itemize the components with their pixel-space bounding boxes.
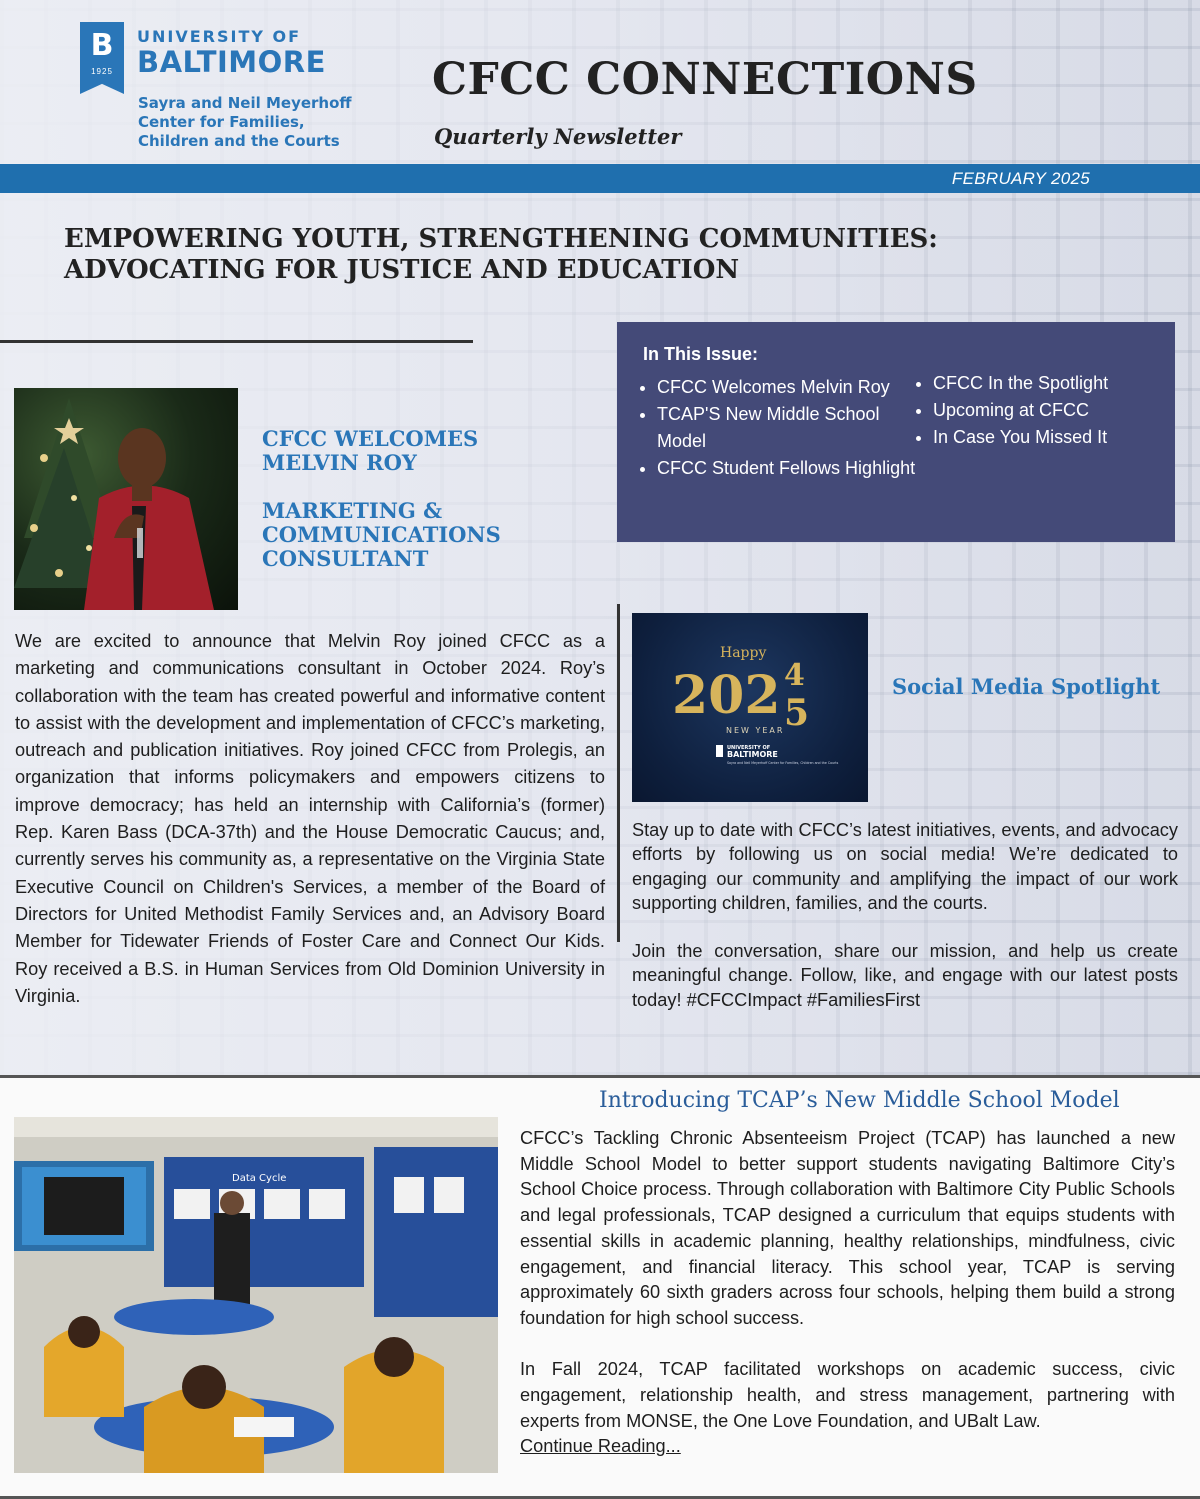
in-this-issue-list-right [913, 370, 1183, 451]
melvin-roy-photo [14, 388, 238, 610]
logo-center-line2: Center for Families, [138, 113, 305, 131]
tcap-title: Introducing TCAP’s New Middle School Model [599, 1088, 1120, 1113]
ny-digit-old: 4 [784, 658, 805, 693]
logo-university-of: UNIVERSITY OF [137, 27, 302, 46]
logo-baltimore: BALTIMORE [137, 45, 326, 79]
ny-logo-balt: BALTIMORE [727, 750, 778, 759]
welcome-role [262, 499, 501, 571]
section-divider [0, 340, 473, 343]
issue-item[interactable]: • In Case You Missed It [933, 424, 1183, 451]
new-year-graphic [632, 613, 868, 802]
logo-center-name [138, 94, 352, 151]
main-headline [64, 224, 938, 286]
ny-new-year-text: NEW YEAR [726, 726, 785, 735]
ny-logo-mark [716, 745, 723, 757]
welcome-title-line1: CFCC WELCOMES [262, 426, 479, 451]
issue-item[interactable]: • CFCC Welcomes Melvin Roy [657, 374, 917, 401]
headline-line1: EMPOWERING YOUTH, STRENGTHENING COMMUNITIES: [64, 224, 938, 254]
tcap-article-body [520, 1126, 1175, 1486]
tcap-para2 [520, 1357, 1175, 1460]
newsletter-title: CFCC CONNECTIONS [432, 54, 978, 105]
in-this-issue-title: In This Issue: [643, 344, 759, 364]
issue-date: FEBRUARY 2025 [951, 169, 1090, 188]
headline-line2: ADVOCATING FOR JUSTICE AND EDUCATION [64, 255, 740, 285]
ny-happy-text: Happy [720, 645, 767, 661]
logo-letter-b: B [90, 28, 114, 63]
issue-item[interactable]: • CFCC In the Spotlight [933, 370, 1183, 397]
social-media-body [632, 818, 1178, 1036]
welcome-title-line2: MELVIN ROY [262, 450, 417, 475]
in-this-issue-list-left [637, 374, 917, 482]
newsletter-subtitle: Quarterly Newsletter [434, 124, 682, 149]
logo-year: 1925 [91, 67, 113, 76]
welcome-role-line3: CONSULTANT [262, 546, 429, 571]
university-logo[interactable] [80, 22, 390, 152]
issue-item[interactable]: • CFCC Student Fellows Highlight [657, 455, 917, 482]
melvin-article-body: We are excited to announce that Melvin Roy joined CFCC as a marketing and communications consultant in October 2024. Roy’s collaboration with the team has created powerful and informative content to assist with the development and implementation of CFCC’s marketing, outreach and publication initiatives. Roy joined CFCC from Prolegis, an organization that informs policymakers and empowers citizens to improve democracy; has held an internship with California’s (former) Rep. Karen Bass (DCA-37th) and the House Democratic Caucus; and, currently serves his community as, a representative on the Virginia State Executive Council on Children's Services, a member of the Board of Directors for United Methodist Family Services and, an Advisory Board Member for Tidewater Friends of Foster Care and Connect Our Kids. Roy received a B.S. in Human Services from Old Dominion University in Virginia. [15, 631, 605, 1006]
ny-year-text: 202 [672, 665, 781, 726]
welcome-title [262, 427, 478, 475]
social-para2: Join the conversation, share our mission, and help us create meaningful change. Follow, like, and engage with our latest posts today! #CFCCImpact #FamiliesFirst [632, 941, 1178, 1010]
welcome-role-line2: COMMUNICATIONS [262, 522, 501, 547]
in-this-issue-box [617, 322, 1175, 542]
ny-logo-center: Sayra and Neil Meyerhoff Center for Families, Children and the Courts [727, 761, 839, 765]
tcap-para2-text: In Fall 2024, TCAP facilitated workshops on academic success, civic engagement, relationship health, and stress management, partnering with experts from MONSE, the One Love Foundation, and UBalt Law. [520, 1359, 1175, 1431]
social-para1: Stay up to date with CFCC’s latest initiatives, events, and advocacy efforts by following us on social media! We’re dedicated to engaging our community and amplifying the impact of our work supporting children, families, and the courts. [632, 820, 1178, 913]
ny-digit-new: 5 [784, 692, 810, 734]
welcome-role-line1: MARKETING & [262, 498, 443, 523]
column-divider [617, 604, 620, 942]
continue-reading-link[interactable]: Continue Reading... [520, 1436, 681, 1457]
tcap-para1: CFCC’s Tackling Chronic Absenteeism Project (TCAP) has launched a new Middle School Model to better support students navigating Baltimore City’s School Choice process. Through collaboration with Baltimore City Public Schools and legal professionals, TCAP designed a curriculum that equips students with essential skills in academic planning, healthy relationships, mindfulness, civic engagement, and financial literacy. This school year, TCAP is serving approximately 60 sixth graders across four schools, helping them build a strong foundation for high school success. [520, 1128, 1175, 1328]
issue-item[interactable]: • Upcoming at CFCC [933, 397, 1183, 424]
ny-logo-univ: UNIVERSITY OF [727, 745, 771, 751]
date-bar [0, 164, 1200, 193]
logo-center-line1: Sayra and Neil Meyerhoff [138, 94, 352, 112]
issue-item[interactable]: • TCAP'S New Middle School Model [657, 401, 917, 455]
classroom-photo [14, 1117, 498, 1473]
classroom-sign: Data Cycle [232, 1173, 287, 1184]
social-media-title: Social Media Spotlight [892, 674, 1161, 699]
logo-center-line3: Children and the Courts [138, 132, 340, 150]
